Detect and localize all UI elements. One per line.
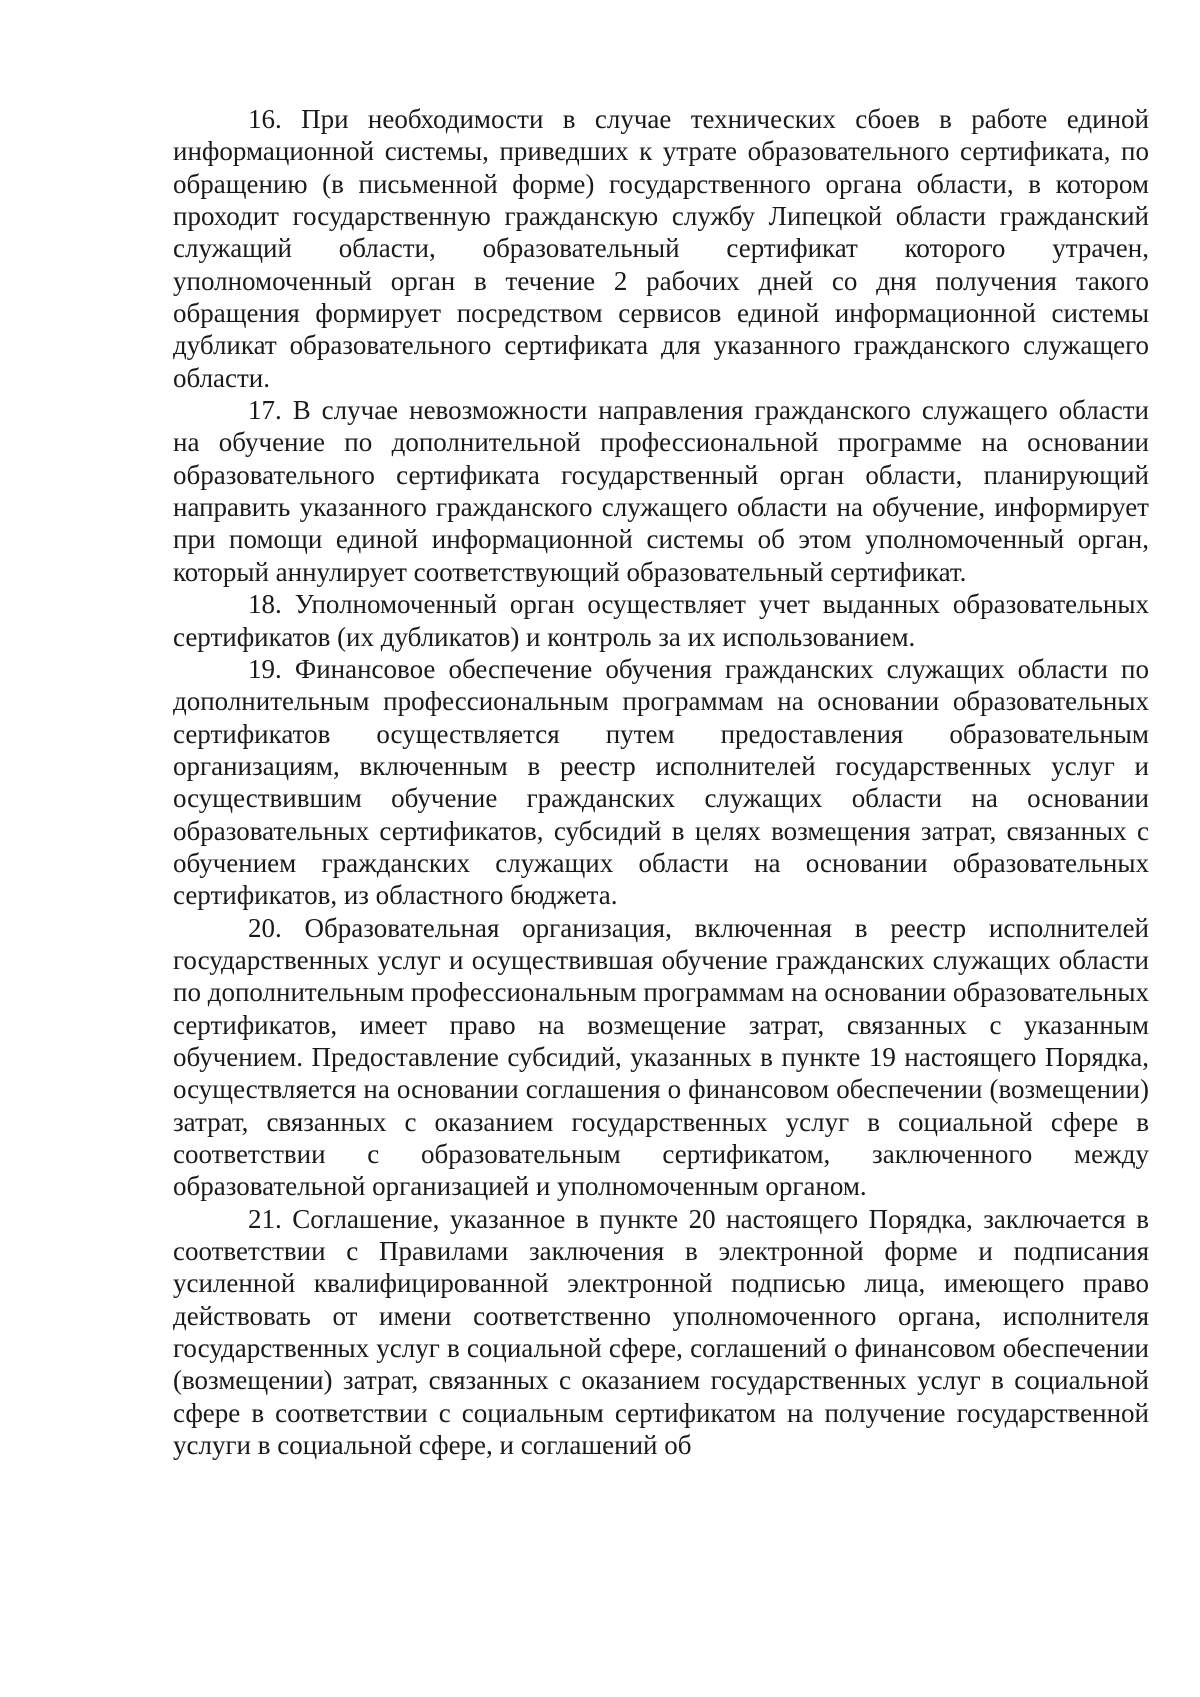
paragraph-16: 16. При необходимости в случае технических сбоев в работе единой информационной системы, приведших к утрате образовательного сертификата, по обращению (в письменной форме) государственного органа области, в котором проходит государственную гражданскую службу Липецкой области гражданский служащий области, образовательный сертификат которого утрачен, уполномоченный орган в течение 2 рабочих дней со дня получения такого обращения формирует посредством сервисов единой информационной системы дубликат образовательного сертификата для указанного гражданского служащего области. — [173, 104, 1149, 393]
document-page — [173, 103, 1149, 1461]
paragraph-21: 21. Соглашение, указанное в пункте 20 настоящего Порядка, заключается в соответствии с Правилами заключения в электронной форме и подписания усиленной квалифицированной электронной подписью лица, имеющего право действовать от имени соответственно уполномоченного органа, исполнителя государственных услуг в социальной сфере, соглашений о финансовом обеспечении (возмещении) затрат, связанных с оказанием государственных услуг в социальной сфере в соответствии с социальным сертификатом на получение государственной услуги в социальной сфере, и соглашений об — [173, 1203, 1149, 1461]
paragraph-19: 19. Финансовое обеспечение обучения гражданских служащих области по дополнительным профессиональным программам на основании образовательных сертификатов осуществляется путем предоставления образовательным организациям, включенным в реестр исполнителей государственных услуг и осуществившим обучение гражданских служащих области на основании образовательных сертификатов, субсидий в целях возмещения затрат, связанных с обучением гражданских служащих области на основании образовательных сертификатов, из областного бюджета. — [173, 653, 1149, 911]
paragraph-18: 18. Уполномоченный орган осуществляет учет выданных образовательных сертификатов (их дубликатов) и контроль за их использованием. — [173, 589, 1149, 652]
paragraph-20: 20. Образовательная организация, включенная в реестр исполнителей государственных услуг и осуществившая обучение гражданских служащих области по дополнительным профессиональным программам на основании образовательных сертификатов, имеет право на возмещение затрат, связанных с указанным обучением. Предоставление субсидий, указанных в пункте 19 настоящего Порядка, осуществляется на основании соглашения о финансовом обеспечении (возмещении) затрат, связанных с оказанием государственных услуг в социальной сфере в соответствии с образовательным сертификатом, заключенного между образовательной организацией и уполномоченным органом. — [173, 912, 1149, 1202]
paragraph-17: 17. В случае невозможности направления гражданского служащего области на обучение по дополнительной профессиональной программе на основании образовательного сертификата государственный орган области, планирующий направить указанного гражданского служащего области на обучение, информирует при помощи единой информационной системы об этом уполномоченный орган, который аннулирует соответствующий образовательный сертификат. — [173, 395, 1149, 587]
